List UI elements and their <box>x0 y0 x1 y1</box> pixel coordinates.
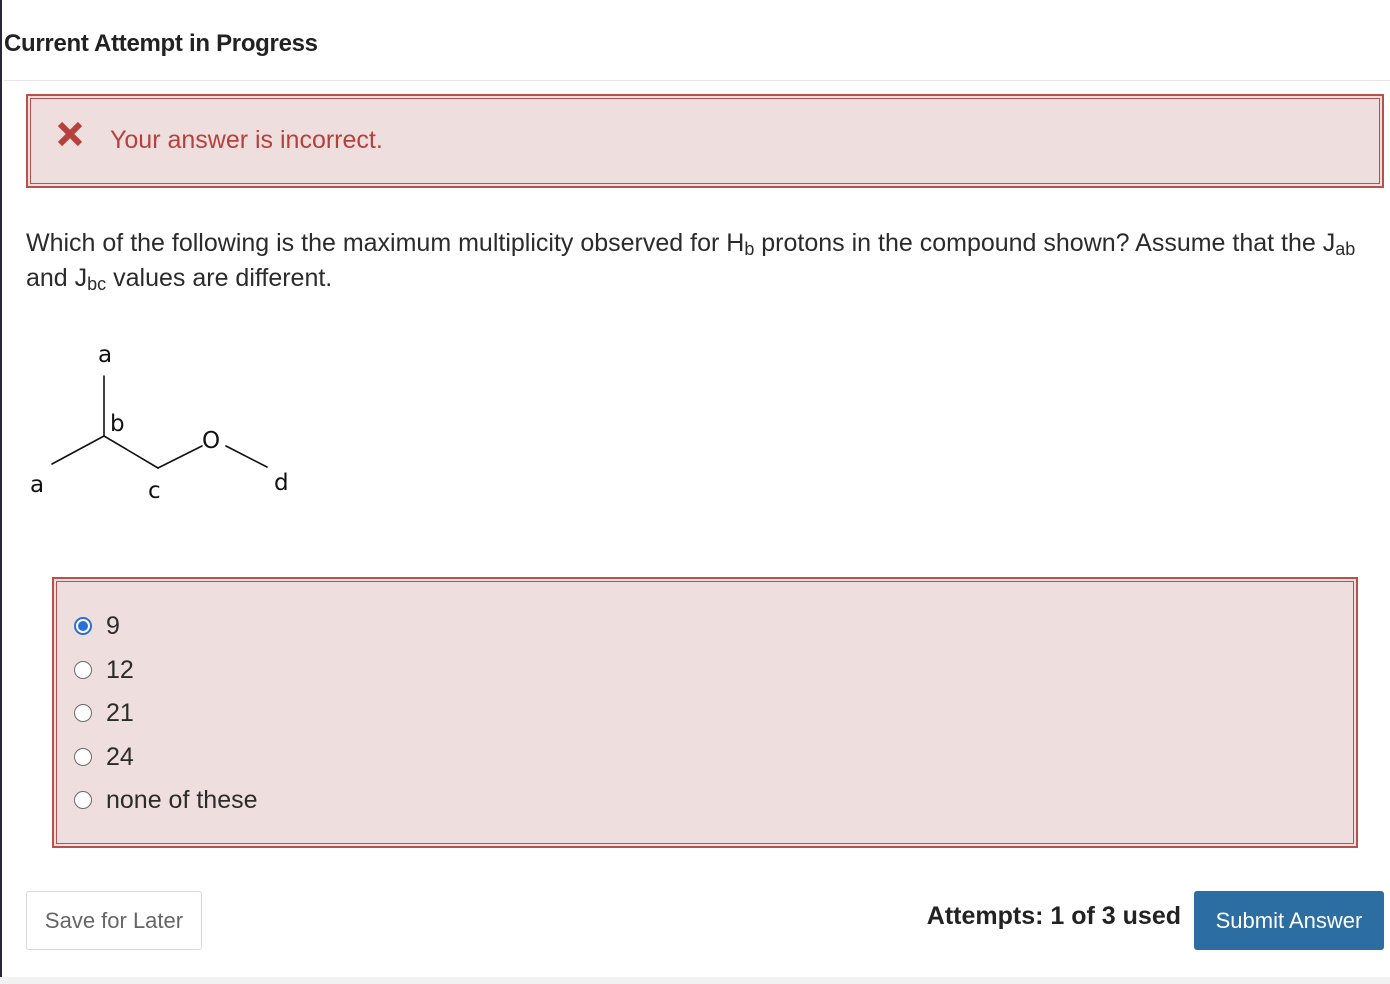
option-label: 24 <box>106 742 134 771</box>
subscript-b: b <box>744 239 755 259</box>
option-24[interactable] <box>74 742 134 772</box>
question-text <box>26 226 1376 296</box>
attempts-counter: Attempts: 1 of 3 used <box>926 902 1181 930</box>
subscript-bc: bc <box>87 274 107 294</box>
radio-button[interactable] <box>74 791 92 809</box>
question-part-3: and J <box>26 264 88 292</box>
radio-button[interactable] <box>74 748 92 766</box>
label-c: c <box>148 478 161 504</box>
option-9[interactable] <box>74 611 120 641</box>
label-a-top: a <box>98 342 113 368</box>
option-label: 12 <box>106 655 134 684</box>
page-title: Current Attempt in Progress <box>4 30 318 57</box>
header-divider <box>4 80 1390 81</box>
option-12[interactable] <box>74 655 134 685</box>
bottom-divider <box>0 977 1390 984</box>
option-label: 21 <box>106 698 134 727</box>
close-icon <box>56 120 84 148</box>
left-edge-bar <box>0 0 2 984</box>
bond-o-methyl <box>226 446 267 467</box>
option-label: none of these <box>106 785 258 814</box>
subscript-ab: ab <box>1335 239 1356 259</box>
label-o: O <box>202 428 221 454</box>
feedback-banner <box>26 94 1384 188</box>
option-none-of-these[interactable] <box>74 785 258 815</box>
question-part-4: values are different. <box>106 264 333 292</box>
radio-button[interactable] <box>74 704 92 722</box>
bond-to-ch2 <box>104 436 158 468</box>
save-for-later-button[interactable]: Save for Later <box>26 891 202 950</box>
option-21[interactable] <box>74 698 134 728</box>
option-label: 9 <box>106 611 120 640</box>
feedback-message: Your answer is incorrect. <box>110 126 383 154</box>
radio-button[interactable] <box>74 661 92 679</box>
submit-answer-button[interactable]: Submit Answer <box>1194 891 1384 950</box>
chemical-structure <box>22 334 312 504</box>
label-a-left: a <box>30 472 45 498</box>
label-d: d <box>274 470 289 496</box>
radio-button-selected[interactable] <box>74 617 92 635</box>
question-part-1: Which of the following is the maximum multiplicity observed for H <box>26 229 745 257</box>
label-b: b <box>110 411 125 437</box>
question-part-2: protons in the compound shown? Assume that the J <box>754 229 1336 257</box>
bond-ch2-o <box>158 446 202 468</box>
answer-options <box>52 577 1358 848</box>
bond-left-methyl <box>52 436 104 464</box>
